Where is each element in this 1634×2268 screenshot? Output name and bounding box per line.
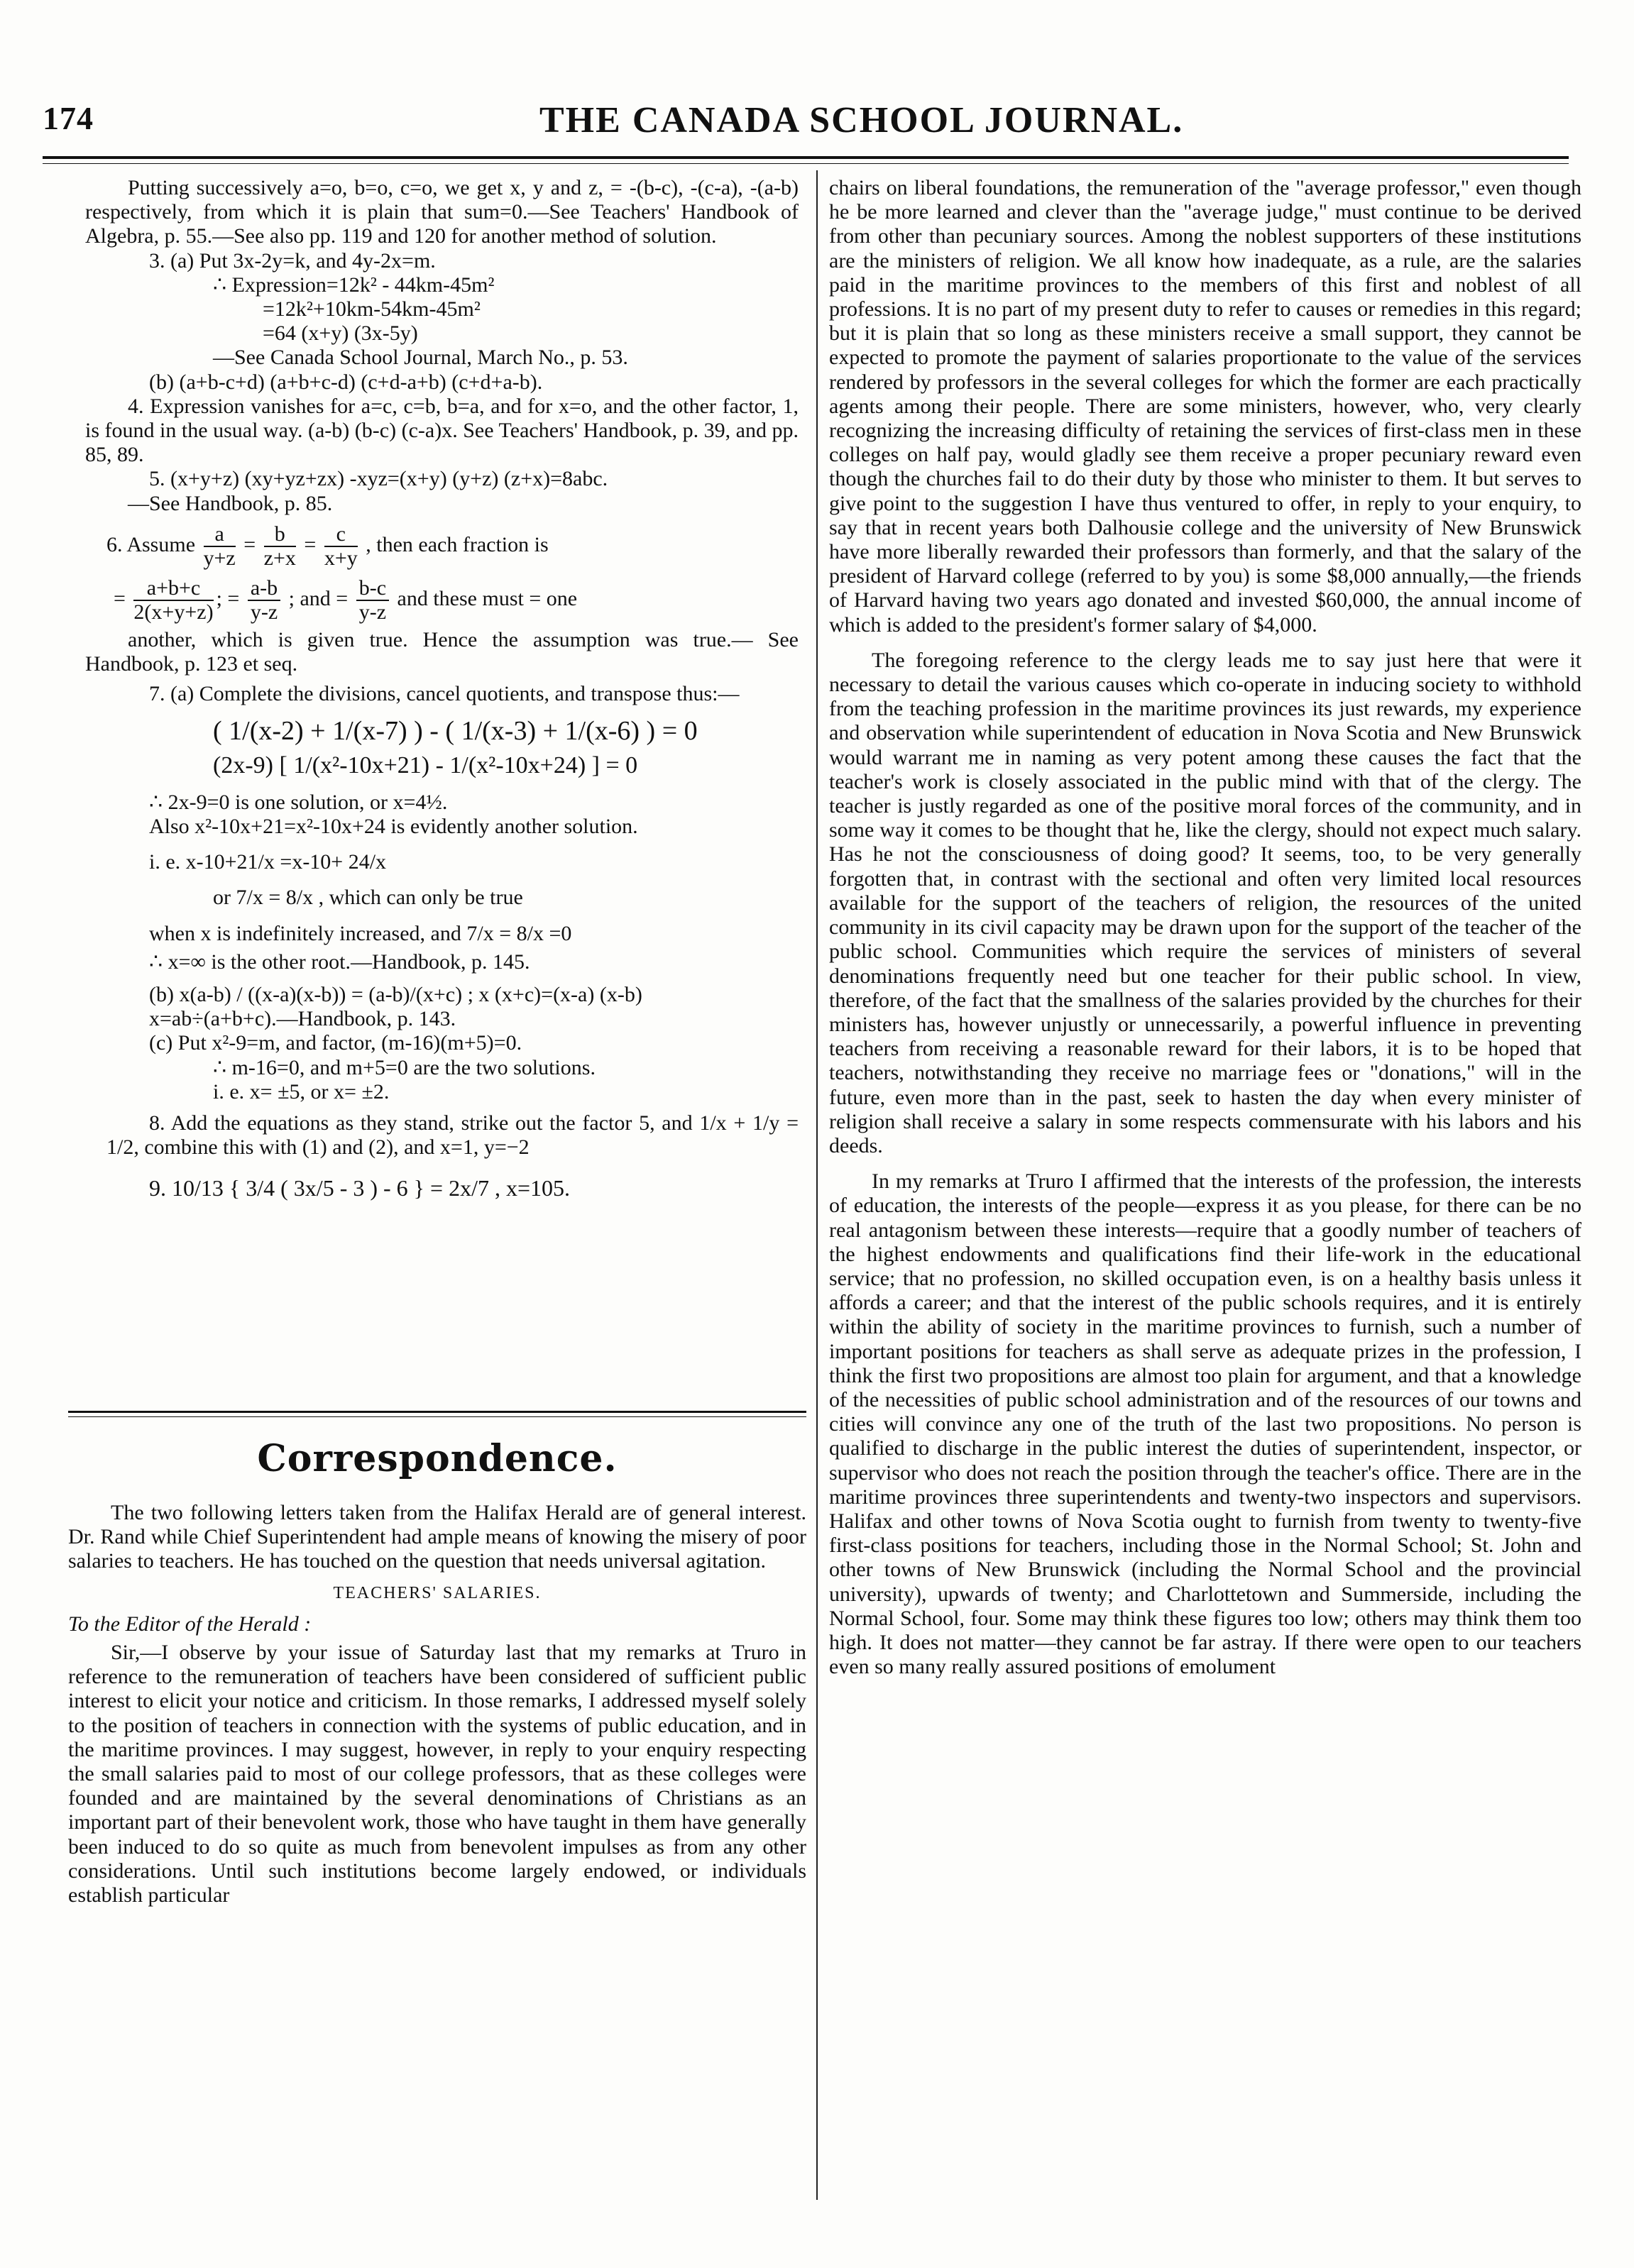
q7-when: when x is indefinitely increased, and 7/x = 8/x =0 [149,921,572,945]
q7-equation-2: (2x-9) [ 1/(x²-10x+21) - 1/(x²-10x+24) ] = 0 [213,752,638,778]
q7-solution-1: ∴ 2x-9=0 is one solution, or x=4½. [149,790,448,814]
q6-assume: 6. Assume $\frac{a}{y+z}$ = $\frac{b}{z+x}$ = $\frac{c}{x+y}$ , then each fraction is [106,522,549,570]
correspondence-intro: The two following letters taken from the Halifax Herald are of general interest. Dr. Rand while Chief Superintendent had ample means of knowing the misery of poor salaries to teachers. He has touched on the question that needs universal agitation. [68,1501,806,1573]
q8: 8. Add the equations as they stand, strike out the factor 5, and 1/x + 1/y = 1/2, combine this with (1) and (2), and x=1, y=−2 [106,1111,799,1160]
q6-lead: 6. Assume [106,532,196,556]
q7c-line1: (c) Put x²-9=m, and factor, (m-16)(m+5)=0. [149,1031,522,1055]
right-paragraph-2: The foregoing reference to the clergy leads me to say just here that were it necessary to detail the various causes which co-operate in inducing society to withhold from the teaching profession in the maritime provinces its just rewards, my experience and observation while superintendent of education in Nova Scotia and New Brunswick would warrant me in naming as very potent among these causes the fact that the teacher's work is closely associated in the public mind with that of the clergy. The teacher is justly regarded as one of the positive moral forces of the community, and in some way it comes to be thought that he, like the clergy, should not expect much salary. Has he not the consciousness of doing good? It seems, too, to be very generally forgotten that, in contrast with the sectional and often very limited local resources available for the support of the teachers of religion, the resources of the united community in its civil capacity may be drawn upon for the support of the teacher of the public school. Communities which require the services of ministers of several denominations frequently need but one teacher for their public school. In view, therefore, of the fact that the smallness of the salaries provided by the churches for their ministers has, however unjustly or unnecessarily, a powerful influence in preventing teachers from receiving a reasonable reward for their labors, it is to be hoped that teachers, notwithstanding they receive no marriage fees or "donations," will in the future, even more than in the past, seek to hasten the day when every minister of religion shall receive a salary in some respects commensurate with his labors and his deeds. [829,648,1581,1157]
q7-also: Also x²-10x+21=x²-10x+24 is evidently another solution. [149,815,638,839]
q7a: 7. (a) Complete the divisions, cancel quotients, and transpose thus:— [149,682,740,706]
right-paragraph-3: In my remarks at Truro I affirmed that the interests of the profession, the interests of education, the interests of the people—express it as you please, for there can be no real antagonism between these interests—require that a goodly number of teachers of the highest endowments and qualifications find their life-work in the educational service; that no profession, no skilled occupation even, is on a healthy basis unless it affords a career; and that the interest of the public schools requires, and it is entirely within the ability of society in the maritime provinces to furnish, such a number of important positions for teachers as shall serve as adequate prizes in the profession, I think the first two propositions are almost too plain for argument, and that a knowledge of the necessities of public school administration and of the resources of our towns and cities will convince any one of the truth of the last two propositions. No person is qualified to discharge in the public interest the duties of superintendent, inspector, or supervisor who does not reach the position through the teacher's office. There are in the maritime provinces three superintendents and twenty-two inspectors and supervisors. Halifax and other towns of Nova Scotia ought to furnish from twenty to twenty-five first-class positions for teachers, including those in the Normal School; St. John and other towns of New Brunswick (including the Normal School and the provincial university), upwards of twenty; and Charlottetown and Summerside, including the Normal School, four. Some may think these figures too low; others may think them too high. It does not matter—they cannot be far astray. If there were open to our teachers even so many really assured positions of emolument [829,1169,1581,1679]
section-rule-top-thin [68,1416,806,1417]
left-column-math [85,176,799,1200]
q6-result: = $\frac{a+b+c}{2(x+y+z)}$ ; = $\frac{a-b}{y-z}$ ; and = $\frac{b-c}{y-z}$ and these must = one [114,576,578,624]
q6-conclusion: another, which is given true. Hence the assumption was true.— See Handbook, p. 123 et seq. [85,627,799,676]
letter-subhead: TEACHERS' SALARIES. [333,1583,542,1602]
q9: 9. 10/13 { 3/4 ( 3x/5 - 3 ) - 6 } = 2x/7 , x=105. [149,1174,570,1201]
right-paragraph-1: chairs on liberal foundations, the remuneration of the "average professor," even though he be more learned and clever than the "average judge," must continue to be derived from other than pecuniary sources. Among the noblest supporters of these institutions are the ministers of religion. We all know how inadequate, as a rule, are the salaries paid in the maritime provinces to the members of this first and noblest of all professions. It is no part of my present duty to refer to causes or remedies in this regard; but it is plain that so long as these ministers receive a small support, they cannot be expected to promote the payment of salaries proportionate to the value of the services rendered by professors in the several colleges for which the former are each practically agents among their people. There are some ministers, however, who, very clearly recognizing the increasing difficulty of retaining the services of first-class men in these colleges on half pay, would gladly see them receive a proper pecuniary reward even though the churches fail to do their duty by those who minister to them. It but serves to give point to the suggestion I have thus ventured to offer, in reply to your enquiry, to say that in recent years both Dalhousie college and the university of New Brunswick have more liberally rewarded their professors than formerly, and that the salary of the president of Harvard college (referred to by you) is some $8,000 annually,—the friends of Harvard having two years ago donated and invested $60,000, the annual income of which is added to the president's former salary of $4,000. [829,176,1581,637]
q3a-line2: ∴ Expression=12k² - 44km-45m² [213,273,495,297]
q7-or: or 7/x = 8/x , which can only be true [213,886,523,910]
q6-result-fraction-2: $\frac{a-b}{y-z}$ [248,577,280,624]
page-header [43,78,1569,142]
q3a-ref: —See Canada School Journal, March No., p. 53. [213,346,628,370]
q6-result-fraction-1: $\frac{a+b+c}{2(x+y+z)}$ [133,576,214,624]
q7b-line2: x=ab÷(a+b+c).—Handbook, p. 143. [149,1007,456,1031]
q6-fraction-3: $\frac{c}{x+y}$ [324,522,358,570]
q6-fraction-2: $\frac{b}{z+x}$ [263,522,296,570]
q5-ref: —See Handbook, p. 85. [128,491,333,515]
q6-tail: , then each fraction is [366,532,549,556]
q7-ie: i. e. x-10+21/x =x-10+ 24/x [149,850,387,874]
column-divider [816,170,818,2200]
q3a-line4: =64 (x+y) (3x-5y) [263,321,418,346]
solution-intro: Putting successively a=o, b=o, c=o, we get x, y and z, = -(b-c), -(c-a), -(a-b) respectively, from which it is plain that sum=0.—See Teachers' Handbook of Algebra, p. 55.—See also pp. 119 and 120 for another method of solution. [85,176,799,248]
q6-fraction-1: $\frac{a}{y+z}$ [203,522,236,570]
q7c-line2: ∴ m-16=0, and m+5=0 are the two solutions. [213,1055,596,1079]
q6-result-fraction-3: $\frac{b-c}{y-z}$ [356,577,389,624]
letter-paragraph-1: Sir,—I observe by your issue of Saturday last that my remarks at Truro in reference to the remuneration of teachers have been considered of sufficient public interest to elicit your notice and criticism. In those remarks, I addressed myself solely to the position of teachers in connection with the systems of public education, and in the maritime provinces. I may suggest, however, in reply to your enquiry respecting the small salaries paid to most of our college professors, that as these colleges were founded and are maintained by the several denominations of Christians as an important part of their benevolent work, those who have taught in them have generally been induced to do so quite as much from benevolent impulses as from any other considerations. Until such institutions become largely endowed, or individuals establish particular [68,1641,806,1908]
page-number: 174 [43,100,94,136]
q3b: (b) (a+b-c+d) (a+b+c-d) (c+d-a+b) (c+d+a-b). [149,370,543,394]
q3a-line3: =12k²+10km-54km-45m² [263,297,481,321]
q7c-line3: i. e. x= ±5, or x= ±2. [213,1079,390,1103]
q7b-line1: (b) x(a-b) / ((x-a)(x-b)) = (a-b)/(x+c) ; x (x+c)=(x-a) (x-b) [149,983,642,1007]
letter-salutation: To the Editor of the Herald : [68,1612,312,1636]
q7-other-root: ∴ x=∞ is the other root.—Handbook, p. 145. [149,949,530,974]
header-rule [43,156,1569,159]
header-rule-thin [43,163,1569,164]
right-column [829,176,1581,1690]
section-rule-top [68,1411,806,1413]
q5: 5. (x+y+z) (xy+yz+zx) -xyz=(x+y) (y+z) (z+x)=8abc. [149,467,608,491]
journal-title: THE CANADA SCHOOL JOURNAL. [539,100,1184,141]
q3a-line1: 3. (a) Put 3x-2y=k, and 4y-2x=m. [149,248,436,273]
q4: 4. Expression vanishes for a=c, c=b, b=a, and for x=o, and the other factor, 1, is found in the usual way. (a-b) (b-c) (c-a)x. See Teachers' Handbook, p. 39, and pp. 85, 89. [85,394,799,467]
left-column-correspondence [68,1501,806,1912]
correspondence-heading: Correspondence. [257,1437,618,1480]
q7-equation-1: ( 1/(x-2) + 1/(x-7) ) - ( 1/(x-3) + 1/(x-6) ) = 0 [213,716,698,747]
